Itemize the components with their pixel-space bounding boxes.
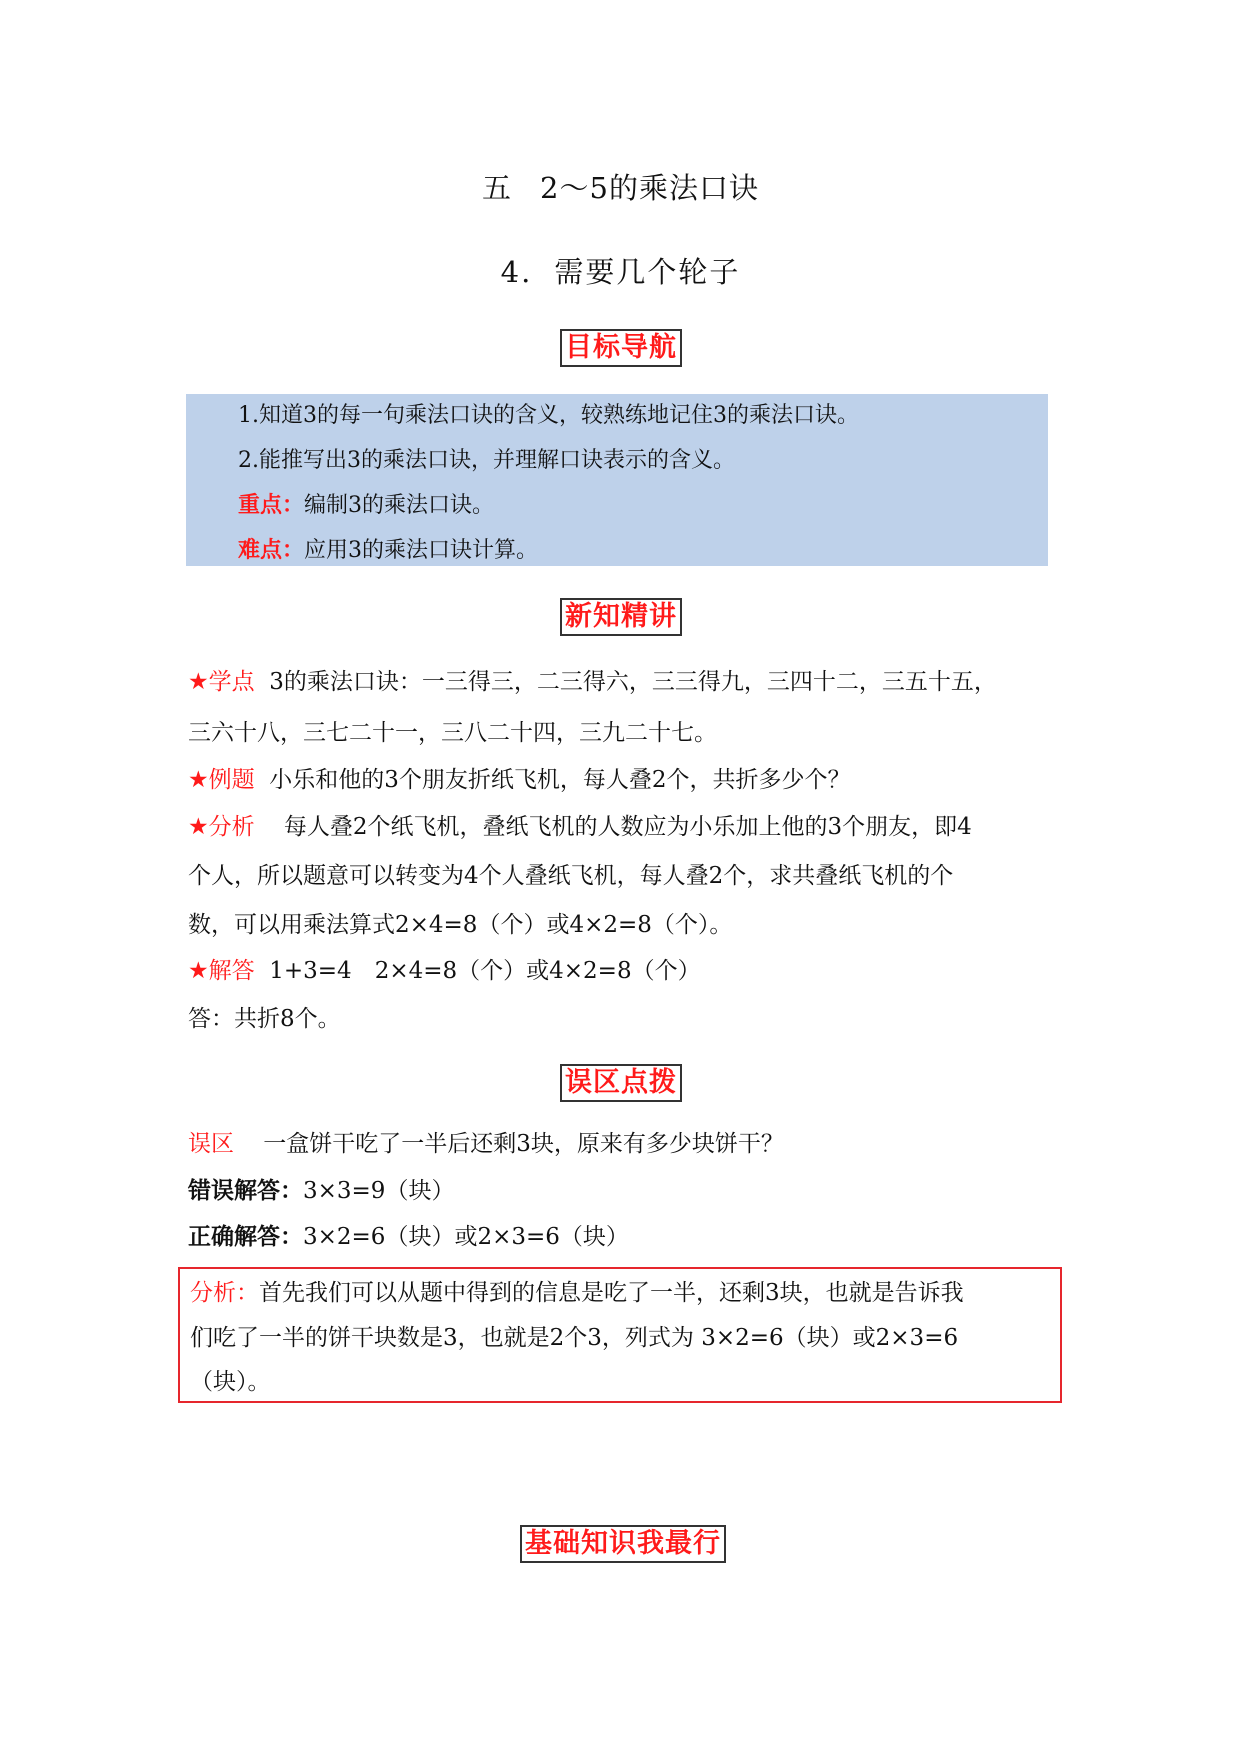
mistake-analysis-line-2: 们吃了一半的饼干块数是3，也就是2个3，列式为 3×2=6（块）或2×3=6 xyxy=(190,1325,959,1351)
example-label: ★例题 xyxy=(188,767,255,793)
unit-name: 2～5的乘法口诀 xyxy=(540,171,759,205)
answer-line xyxy=(188,956,701,986)
goals-panel xyxy=(186,394,1048,566)
mistake-label: 误区 xyxy=(188,1131,234,1157)
answer-final: 答：共折8个。 xyxy=(188,1006,341,1032)
goal-difficulty xyxy=(238,536,538,566)
example-line xyxy=(188,765,851,795)
answer-text: 1+3=4 2×4=8（个）或4×2=8（个） xyxy=(269,958,701,984)
goal-item-2: 2.能推写出3的乘法口诀，并理解口诀表示的含义。 xyxy=(238,448,735,473)
unit-number: 五 xyxy=(482,171,513,205)
analysis-line-3: 数，可以用乘法算式2×4=8（个）或4×2=8（个）。 xyxy=(188,912,733,938)
goal-item-1: 1.知道3的每一句乘法口诀的含义，较熟练地记住3的乘法口诀。 xyxy=(238,403,859,428)
unit-title xyxy=(0,166,1241,207)
right-answer-text: 3×2=6（块）或2×3=6（块） xyxy=(303,1224,629,1250)
right-answer-label: 正确解答： xyxy=(188,1224,303,1250)
knowledge-point-line-1 xyxy=(188,667,997,697)
knowledge-point-line-2: 三六十八，三七二十一，三八二十四，三九二十七。 xyxy=(188,720,717,746)
answer-label: ★解答 xyxy=(188,958,255,984)
analysis-line-2: 个人，所以题意可以转变为4个人叠纸飞机，每人叠2个，求共叠纸飞机的个 xyxy=(188,863,954,889)
lesson-name: 需要几个轮子 xyxy=(554,255,741,289)
analysis-line-1 xyxy=(188,812,972,842)
difficulty-text: 应用3的乘法口诀计算。 xyxy=(304,538,539,563)
mistake-analysis-line-1 xyxy=(190,1278,964,1308)
mistake-analysis-line-3: （块）。 xyxy=(190,1369,271,1395)
mistake-question: 一盒饼干吃了一半后还剩3块，原来有多少块饼干？ xyxy=(263,1131,784,1157)
analysis-text-1: 每人叠2个纸飞机，叠纸飞机的人数应为小乐加上他的3个朋友，即4 xyxy=(283,814,972,840)
wrong-answer-line xyxy=(188,1176,454,1206)
section-heading-mistakes: 误区点拨 xyxy=(560,1064,682,1102)
knowledge-point-label: ★学点 xyxy=(188,669,255,695)
lesson-title xyxy=(0,250,1241,291)
key-point-text: 编制3的乘法口诀。 xyxy=(304,493,495,518)
right-answer-line xyxy=(188,1222,629,1252)
section-heading-knowledge: 新知精讲 xyxy=(560,598,682,636)
mistake-analysis-text-1: 首先我们可以从题中得到的信息是吃了一半，还剩3块，也就是告诉我 xyxy=(259,1280,964,1306)
lesson-number: 4. xyxy=(500,255,533,289)
goal-key-point xyxy=(238,491,494,521)
mistake-analysis-label: 分析： xyxy=(190,1280,259,1306)
mistake-analysis-box xyxy=(178,1267,1062,1403)
wrong-answer-label: 错误解答： xyxy=(188,1178,303,1204)
wrong-answer-text: 3×3=9（块） xyxy=(303,1178,455,1204)
difficulty-label: 难点： xyxy=(238,538,305,563)
analysis-label: ★分析 xyxy=(188,814,255,840)
mistake-question-line xyxy=(188,1129,784,1159)
knowledge-point-text-1: 3的乘法口诀：一三得三，二三得六，三三得九，三四十二，三五十五， xyxy=(269,669,997,695)
section-heading-goals: 目标导航 xyxy=(560,329,682,367)
example-text: 小乐和他的3个朋友折纸飞机，每人叠2个，共折多少个？ xyxy=(269,767,851,793)
section-heading-basic: 基础知识我最行 xyxy=(520,1525,726,1563)
key-point-label: 重点： xyxy=(238,493,305,518)
